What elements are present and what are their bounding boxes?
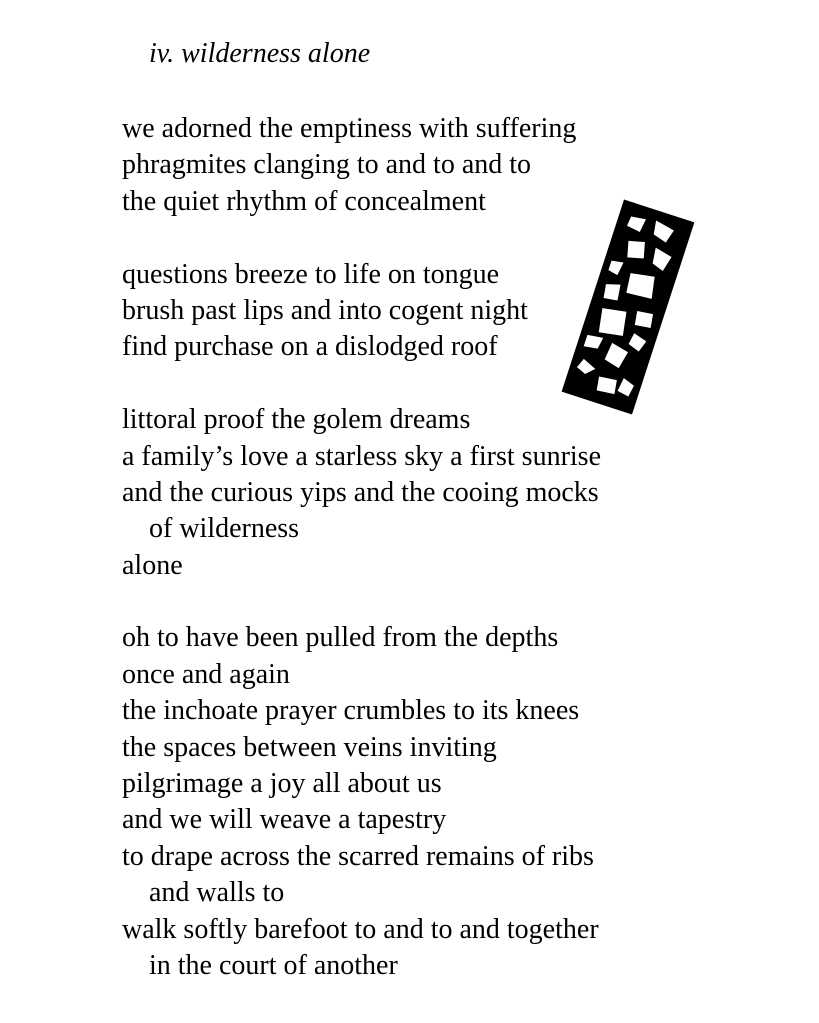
poem-title: iv. wilderness alone: [149, 38, 371, 69]
poem-line: the spaces between veins inviting: [122, 731, 497, 763]
shattered-window-block-icon: [558, 196, 698, 418]
poem-line: find purchase on a dislodged roof: [122, 331, 498, 363]
poem-line: and walls to: [149, 877, 285, 909]
poem-line: once and again: [122, 658, 290, 690]
stanza-break: [122, 584, 682, 620]
poem-line: walk softly barefoot to and to and together: [122, 913, 599, 945]
poem-line: littoral proof the golem dreams: [122, 404, 471, 436]
poem-line: phragmites clanging to and to and to: [122, 149, 532, 181]
poem-line: pilgrimage a joy all about us: [122, 768, 442, 800]
poem-line: alone: [122, 549, 183, 581]
poem-line: brush past lips and into cogent night: [122, 294, 528, 326]
poem-line: in the court of another: [149, 949, 398, 981]
poem-line: to drape across the scarred remains of ribs: [122, 840, 594, 872]
poem-line: and the curious yips and the cooing mocks: [122, 476, 599, 508]
poem-line: questions breeze to life on tongue: [122, 258, 500, 290]
poem-line: we adorned the emptiness with suffering: [122, 113, 577, 144]
poem-line: oh to have been pulled from the depths: [122, 622, 559, 654]
poem-line: the inchoate prayer crumbles to its knees: [122, 695, 580, 727]
poem-line: the quiet rhythm of concealment: [122, 185, 486, 217]
poem-line: and we will weave a tapestry: [122, 804, 447, 836]
poem-line: of wilderness: [149, 513, 300, 545]
poem-line: a family’s love a starless sky a first sunrise: [122, 440, 602, 472]
